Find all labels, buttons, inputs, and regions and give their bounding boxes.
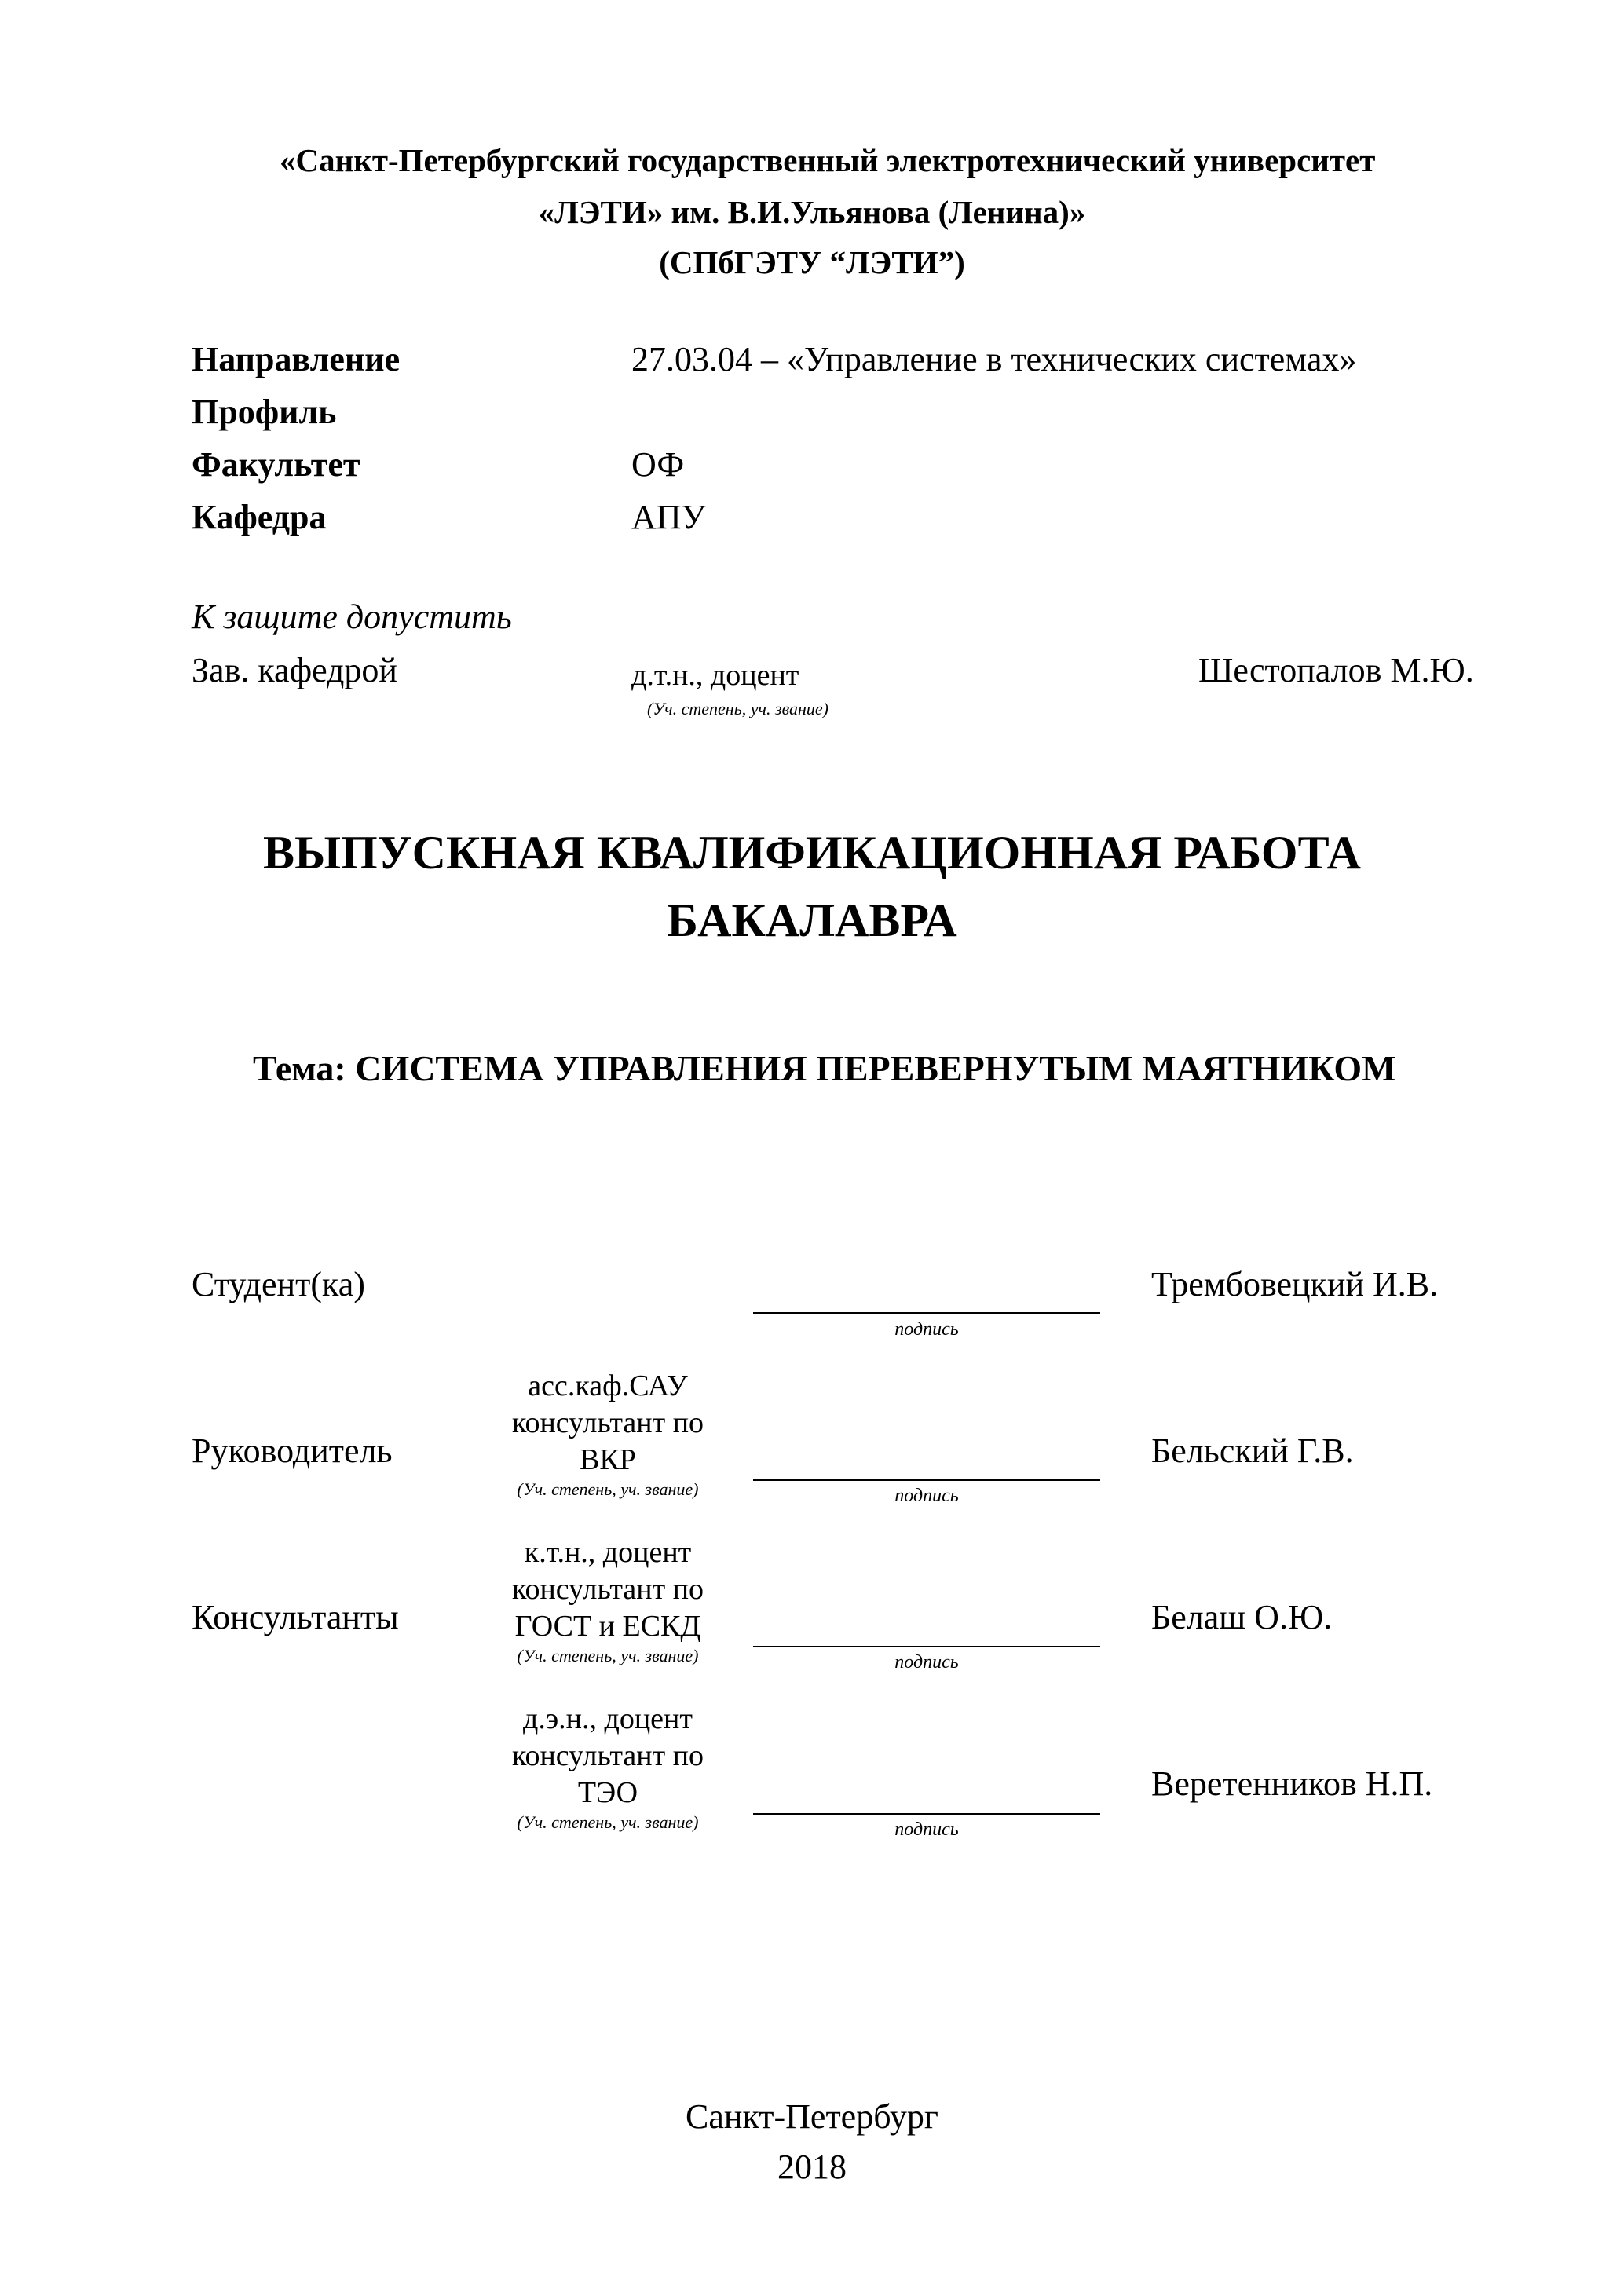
degree-line: консультант по <box>511 1406 704 1439</box>
info-value-department: АПУ <box>631 498 706 536</box>
signature-degree-block <box>474 1368 741 1501</box>
university-name-line2: «ЛЭТИ» им. В.И.Ульянова (Ленина)» <box>538 194 1086 230</box>
footer-year: 2018 <box>777 2148 847 2186</box>
info-label-direction: Направление <box>192 340 401 378</box>
info-value-direction: 27.03.04 – «Управление в технических системах» <box>631 340 1357 378</box>
signature-degree-block <box>474 1534 741 1667</box>
signature-line[interactable] <box>753 1813 1100 1815</box>
theme-prefix: Тема <box>253 1048 335 1088</box>
degree-caption: (Уч. степень, уч. звание) <box>517 1479 699 1499</box>
degree-line: ГОСТ и ЕСКД <box>514 1610 701 1643</box>
approval-name: Шестопалов М.Ю. <box>1198 651 1474 689</box>
signature-name: Бельский Г.В. <box>1151 1431 1354 1470</box>
signature-line[interactable] <box>753 1646 1100 1647</box>
signature-caption: подпись <box>894 1652 959 1673</box>
info-value-faculty: ОФ <box>631 445 685 484</box>
theme-colon: : <box>334 1048 346 1088</box>
signature-name: Трембовецкий И.В. <box>1151 1265 1439 1303</box>
theme-line <box>253 1047 1396 1089</box>
degree-line: ТЭО <box>577 1776 638 1809</box>
degree-line: ВКР <box>580 1443 636 1476</box>
approval-degree: д.т.н., доцент <box>631 659 799 692</box>
university-name-line1: «Санкт-Петербургский государственный электротехнический университет <box>280 142 1376 178</box>
info-label-department: Кафедра <box>192 498 327 536</box>
approval-role: Зав. кафедрой <box>192 651 397 689</box>
footer-city: Санкт-Петербург <box>686 2097 938 2136</box>
degree-line: консультант по <box>511 1573 704 1606</box>
degree-line: консультант по <box>511 1739 704 1772</box>
info-label-profile: Профиль <box>192 393 337 431</box>
signature-degree-block <box>474 1701 741 1834</box>
approval-heading: К защите допустить <box>192 598 512 636</box>
document-title-line1: ВЫПУСКНАЯ КВАЛИФИКАЦИОННАЯ РАБОТА <box>263 827 1361 879</box>
signature-name: Белаш О.Ю. <box>1151 1598 1333 1636</box>
university-abbreviation: (СПбГЭТУ “ЛЭТИ”) <box>659 244 965 280</box>
signature-role: Студент(ка) <box>192 1265 365 1303</box>
signature-name: Веретенников Н.П. <box>1151 1764 1433 1803</box>
signature-caption: подпись <box>894 1319 959 1340</box>
signature-role: Консультанты <box>192 1598 399 1636</box>
degree-caption: (Уч. степень, уч. звание) <box>517 1812 699 1832</box>
signature-caption: подпись <box>894 1486 959 1506</box>
theme-text: СИСТЕМА УПРАВЛЕНИЯ ПЕРЕВЕРНУТЫМ МАЯТНИКОМ <box>355 1048 1396 1088</box>
signature-line[interactable] <box>753 1479 1100 1481</box>
degree-line: д.э.н., доцент <box>523 1702 693 1735</box>
document-title-line2: БАКАЛАВРА <box>667 894 957 946</box>
degree-line: асс.каф.САУ <box>528 1369 688 1402</box>
signature-caption: подпись <box>894 1819 959 1840</box>
degree-caption: (Уч. степень, уч. звание) <box>517 1646 699 1665</box>
signature-role: Руководитель <box>192 1431 393 1470</box>
approval-degree-caption: (Уч. степень, уч. звание) <box>647 699 828 718</box>
signature-line[interactable] <box>753 1312 1100 1314</box>
info-label-faculty: Факультет <box>192 445 360 484</box>
degree-line: к.т.н., доцент <box>524 1536 692 1569</box>
